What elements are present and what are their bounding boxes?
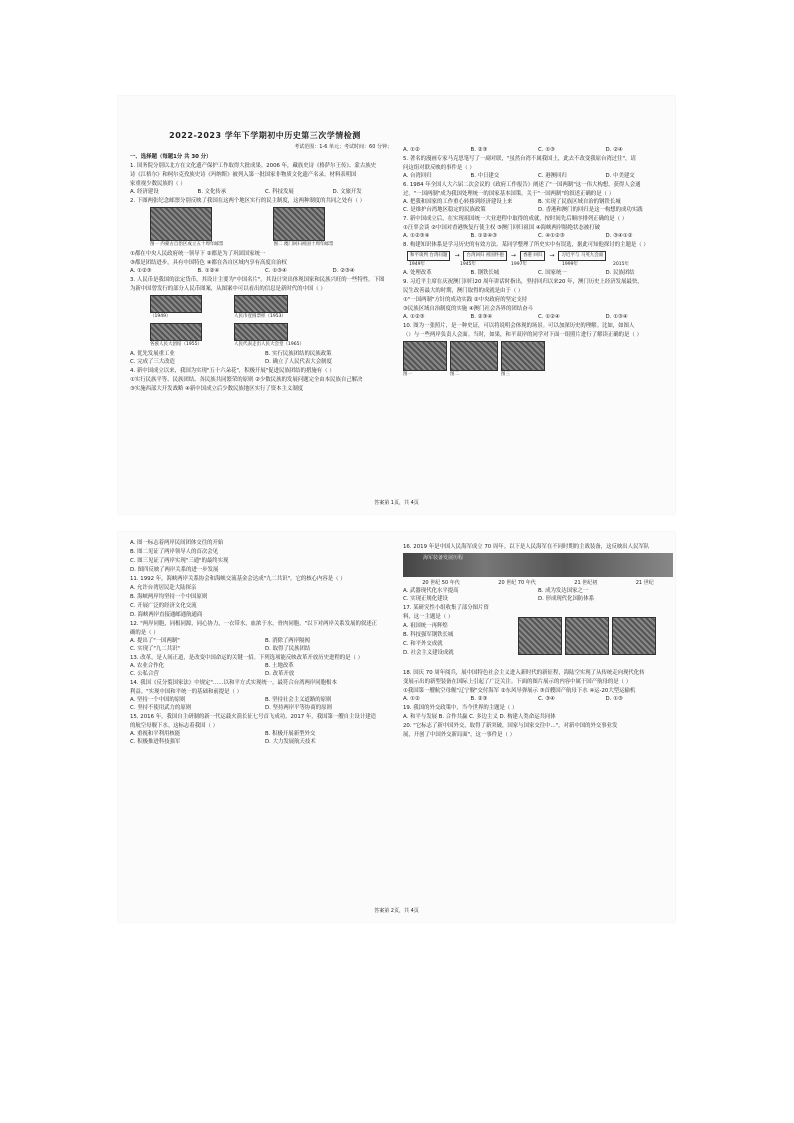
option: B. 钢铁长城	[470, 270, 500, 276]
question-14-options	[130, 696, 400, 712]
question-6: 6. 1984 年全国人大六届二次会议的《政府工作报告》阐述了"一国两制"这一伟大构想，获得人会通	[403, 182, 641, 188]
question-9-options	[403, 313, 673, 321]
question-6-options	[403, 198, 673, 214]
stamp-figure-1	[150, 207, 223, 249]
option: B. 实行民族团结的民族政策	[265, 351, 332, 357]
option: C. ①②④	[538, 314, 560, 320]
option: C. 和平外交成就	[403, 641, 443, 647]
statement: ①"一国两制"方针的成功实践 ②中央政府的坚定支持	[403, 297, 528, 303]
option: A. 武器现代化水平提高	[403, 588, 459, 594]
question-20-cont: 展，开创了中国外交新局面"，这一事件是（ ）	[403, 732, 516, 738]
photo-image	[518, 617, 562, 655]
question-5: 5. 著名的漫画专家马克思笔写了一副对联，"虽然台湾不属我国土，此去不改变我原台湾过往"，请	[403, 156, 636, 162]
option: C. 是维护台湾地区稳定的民族政策	[403, 207, 486, 213]
exam-sheet-page-1	[118, 96, 675, 514]
question-15: 15. 2016 年，我国自主研制的新一代运载火箭长征七号首飞成功。2017 年，我国第一艘自主设计建造	[130, 714, 376, 720]
question-16-options	[403, 587, 673, 603]
statement: ①实行民族平等、民族团结、各民族共同繁荣的原则 ②少数民族的发展问题完全由本民族自己解决	[130, 377, 363, 383]
banner-title: 海军装备发展历程	[423, 555, 464, 561]
banknote-image	[150, 295, 202, 313]
option: C. ①③④	[265, 268, 287, 274]
caption: 图一	[403, 372, 412, 377]
question-10-photos	[403, 341, 673, 379]
option: B. 土地改革	[265, 663, 294, 669]
era-label: 21 世纪	[635, 580, 654, 586]
banknote-row-2	[150, 323, 400, 349]
option: D. 改革开放	[265, 671, 295, 677]
option: A. ①②	[403, 696, 420, 702]
option: C. ①③	[538, 147, 555, 153]
era-labels	[403, 579, 673, 587]
photo-image	[501, 341, 545, 371]
question-1-cont2: 家重视少数民族的（ ）	[130, 181, 186, 187]
question-7-options	[403, 232, 673, 240]
photo-image	[612, 617, 656, 655]
option: B. 图二见证了两岸领导人的首次会见	[130, 549, 218, 555]
navy-equipment-banner	[403, 553, 673, 577]
option: B. 文化传承	[197, 189, 227, 195]
banknote-image	[150, 323, 202, 341]
year-label: 1997年	[511, 262, 527, 267]
option: C. 图三见证了两岸实现"三通"的最终实现	[130, 558, 229, 564]
option: A. ①②③	[403, 314, 425, 320]
option: D. 民族团结	[605, 270, 635, 276]
option: A. 优先发展重工业	[130, 351, 175, 357]
section-heading: 一、选择题（每题1分 共 30 分）	[130, 154, 212, 160]
question-15-options	[130, 730, 400, 746]
option: B. 海峡两岸均坚持一个中国原则	[130, 594, 208, 600]
option: A. 台湾回归	[403, 173, 432, 179]
option: D. 海峡两岸直接通邮通航通商	[130, 612, 203, 618]
question-13: 13. 改革，是人间正道，是改变中国命运的关键一招。下列选项能反映改革开放历史进程的是（ ）	[130, 655, 364, 661]
option: B. ②③④	[470, 314, 493, 320]
caption: 图三	[501, 372, 510, 377]
question-12: 12. "两岸同胞，同根同源，同心协力，一衣带水，血浓于水，骨肉同胞。"以下对两岸关系发展的叙述正	[130, 621, 378, 627]
era-label: 20 世纪 50 年代	[422, 580, 460, 586]
question-10-cont: （）与一些两岸负责人会面。当时，如果，和平双岸的同学对下面一组照片进行了解读正确的是（ ）	[403, 332, 642, 338]
question-9: 9. 习近平主席在庆祝澳门回归20 周年讲话时指出，坚持回归以来20 年，澳门历史上经济发展最快，	[403, 279, 643, 285]
option: B. 科技强军钢铁长城	[403, 632, 454, 638]
statement: ①我国第一艘航空母舰"辽宁舰"交付海军 ②东风导弹展示 ③首艘国产航母下水 ④运-20大型运输机	[403, 688, 636, 694]
option: A. 农业合作化	[130, 663, 164, 669]
caption: 各族人民大团结（1955）	[150, 342, 202, 347]
photo-image	[565, 617, 609, 655]
question-2-images	[150, 207, 400, 249]
year-label: 2015年	[613, 262, 629, 267]
timeline-box: 习近平与 马英九会面	[558, 251, 606, 261]
question-19: 19. 我国的外交政策中，当今世界的主题是（ ）	[403, 705, 518, 711]
question-1-cont: 诗《江格尔》和柯尔克孜族史诗《玛纳斯》被列入第一批国家非物质文化遗产名录。材料表明国	[130, 172, 357, 178]
timeline-box: 香港 回归	[520, 251, 545, 261]
option: A. 提出了"一国两制"	[130, 638, 180, 644]
caption: （1949）	[150, 314, 171, 319]
option: D. ②④	[605, 147, 623, 153]
question-20: 20. "它标志了新中国外交，取得了新突破，国家与国家交往中..."，对新中国的外交事业发	[403, 723, 618, 729]
option: C. ③④	[538, 696, 555, 702]
arrow-right-icon: →	[454, 252, 460, 259]
photo-figure	[403, 341, 447, 379]
question-17-cont: 料，这一主题是（ ）	[403, 614, 454, 620]
era-label: 21 世纪初	[574, 580, 598, 586]
caption: 图二	[450, 372, 459, 377]
option: A. 图一标志着两岸民间团体交往的开始	[130, 540, 224, 546]
option: D. 形成现代化国防体系	[538, 596, 595, 602]
option: C. 完成了三大改造	[130, 359, 175, 365]
question-8-options	[403, 269, 673, 277]
timeline-box: 和平谈判 台湾问题	[407, 251, 450, 261]
question-4: 4. 新中国成立以来，我国为实现"五十六朵花"，积极开展"促进民族团结的措施有（ ）	[130, 368, 335, 374]
option: C. 实现了"九二共识"	[130, 646, 180, 652]
option: D. 文旅开发	[332, 189, 362, 195]
option: A. 重视和平利用核能	[130, 731, 181, 737]
exam-info: 考试范围：1-6 单元；考试时间：60 分钟；	[294, 144, 392, 150]
question-16: 16. 2019 年是中国人民海军成立 70 周年。以下是人民海军在不同时期的主战装备，这反映出人民军队	[403, 544, 650, 550]
arrow-right-icon: →	[510, 252, 516, 259]
banknote-figure	[150, 323, 202, 349]
option: A. 允许台湾居民赴大陆探亲	[130, 585, 197, 591]
option: D. ③④①②	[605, 233, 633, 239]
question-13-options	[130, 662, 400, 678]
question-10: 10. 图为一张照片，是一种史证，可以将说明会体现的场景。可以加深历史的理解。比如，如图人	[403, 323, 635, 329]
statement: A. 和平与发展 B. 合作共赢 C. 多边主义 D. 构建人类命运共同体	[403, 714, 556, 720]
question-2: 2. 下图两张纪念邮票分别反映了我国在这两个地区实行的民主制度，这两种制度的共同之处有（ ）	[130, 198, 365, 204]
option: C. 坚持不使用武力的原则	[130, 705, 192, 711]
option: D. 确立了人民代表大会制度	[265, 359, 332, 365]
banknote-image	[234, 295, 288, 313]
banknote-image	[234, 323, 288, 341]
option: A. 祖国统一再辉煌	[403, 623, 448, 629]
option: A. 坚持一个中国的原则	[130, 697, 186, 703]
right-column	[403, 532, 673, 922]
option: A. ①②③④	[403, 233, 430, 239]
timeline-years	[409, 261, 629, 269]
question-18: 18. 国庆 70 周年阅兵，展中国特色社会主义进入新时代的新征程，海陆空实现了从传统走向现代化转	[403, 670, 645, 676]
option: C. 科技发展	[265, 189, 294, 195]
option: B. ②③	[470, 696, 488, 702]
option: C. ④①②③	[538, 233, 565, 239]
question-6-cont: 过。"一国两制"成为我国处理统一的国家基本国策。关于"一国两制"的叙述正确的是（ ）	[403, 191, 615, 197]
question-15-cont: 的航空母舰下水。这标志着我国（ ）	[130, 723, 218, 729]
era-label: 20 世纪 70 年代	[498, 580, 536, 586]
option: B. 积极开展新型外交	[265, 731, 316, 737]
question-12-options	[130, 637, 400, 653]
option: D. 香港和澳门的回归是这一构想的成功实践	[538, 207, 643, 213]
year-label: 1945年	[460, 262, 476, 267]
option: D. 图四反映了两岸关系的进一步发展	[130, 567, 219, 573]
statement: ③实施西部大开发战略 ④新中国成立后少数民族地区实行了资本主义制度	[130, 386, 304, 392]
question-7: 7. 新中国成立后，在实现祖国统一大业进程中取得的成就，按时间先后顺序排列正确的是（ ）	[403, 216, 628, 222]
question-11: 11. 1992 年，海峡两岸关系协会和海峡交流基金会达成"九二共识"。它的核心内容是（ ）	[130, 576, 346, 582]
question-3: 3. 人民币是我国的法定货币，其设计主要为"中国名片"。其设计突出体现国家和民族兴旺的一些特性。下图	[130, 277, 385, 283]
question-3-options	[130, 350, 400, 366]
page-footer: 答案第 2页，共 4页	[374, 908, 419, 914]
exam-sheet-page-2	[118, 532, 675, 922]
year-label: 1949年	[409, 262, 425, 267]
option: C. 港澳回归	[538, 173, 567, 179]
option: C. 开展广泛的经济文化交流	[130, 603, 197, 609]
option: A. 经济建设	[130, 189, 159, 195]
option: B. 中日建交	[470, 173, 500, 179]
right-column	[403, 96, 673, 514]
question-9-cont: 民生改善最大的时期，澳门取得的成就是由于（ ）	[403, 288, 524, 294]
option: B. ①②④	[197, 268, 220, 274]
option: C. 国家统一	[538, 270, 567, 276]
option: D. 社会主义建设成就	[403, 650, 454, 656]
page-footer: 答案第 1页，共 4页	[374, 500, 419, 506]
option: D. 坚持两岸平等协商的原则	[265, 705, 332, 711]
question-5-options	[403, 172, 673, 180]
question-8: 8. 构建知识体系是学习历史的有效方法。某同学整理了所史实中有误选，据此可知他探讨的主题是（ ）	[403, 242, 649, 248]
statement: ③民族区域自治制度的实施 ④澳门社会各界的团结奋斗	[403, 306, 533, 312]
caption: 图二 澳门回归祖国十周年邮票	[273, 242, 334, 247]
photo-image	[450, 341, 498, 371]
option: B. 坚持社会主义道路的原则	[265, 697, 332, 703]
banknote-row-1	[150, 295, 400, 321]
exam-title: 2022-2023 学年下学期初中历史第三次学情检测	[169, 131, 361, 140]
option: D. ①③④	[605, 314, 628, 320]
timeline-box: 台湾回归 祖国怀抱	[463, 251, 506, 261]
option: D. ①③	[605, 696, 623, 702]
photo-figure	[450, 341, 498, 379]
option: B. 消除了两岸隔阂	[265, 638, 310, 644]
question-1-options	[130, 188, 400, 196]
option: A. ①②	[403, 147, 420, 153]
question-12-cont: 确的是（ ）	[130, 630, 159, 636]
banknote-figure	[150, 295, 202, 321]
option: C. 实现正规化建设	[403, 596, 448, 602]
stamp-figure-2	[273, 207, 333, 249]
photo-figure	[501, 341, 545, 379]
option: C. 积极推进科技强军	[130, 739, 181, 745]
question-1: 1. 国务院分别以北方在文化遗产保护工作取得大批成果。2006 年，藏族史诗《格萨尔王传》、蒙古族史	[130, 163, 376, 169]
option: B. ①②④③	[470, 233, 497, 239]
question-17-options	[403, 622, 513, 657]
option: B. 实现了民族区域自治的钢铁长城	[538, 199, 621, 205]
arrow-right-icon: →	[549, 252, 555, 259]
statement: ①汪辜会谈 ②中国对香港恢复行使主权 ③澳门回归祖国 ④海峡两岸隔绝状态被打破	[403, 225, 600, 231]
question-18-options	[403, 695, 673, 703]
option: A. 把我和国家的工作重心转移到经济建设上来	[403, 199, 513, 205]
question-17-photos	[518, 617, 673, 655]
option: D. 取得了民族团结	[265, 646, 311, 652]
option: B. ②③	[470, 147, 488, 153]
statement: ①都在中央人民政府统一领导下 ②都是为了巩固国家统一	[130, 251, 266, 257]
timeline-diagram	[407, 251, 673, 261]
option: B. 成为发达国家之一	[538, 588, 589, 594]
left-column	[130, 96, 400, 514]
caption: 人民币壹圆票样（1953）	[234, 314, 286, 319]
year-label: 1999年	[562, 262, 578, 267]
option: D. ②③④	[332, 268, 355, 274]
stamp-image	[273, 207, 325, 241]
left-column	[130, 532, 400, 922]
question-14: 14. 我国《反分裂国家法》中规定"……以和平方式实现统一，最符合台湾两岸同胞根本	[130, 680, 337, 686]
option: A. 处理改革	[403, 270, 432, 276]
option: C. 公私合营	[130, 671, 159, 677]
question-2-options	[130, 267, 400, 275]
banknote-figure	[234, 323, 304, 349]
caption: 人民代表走出人民大会堂（1965）	[234, 342, 304, 347]
stamp-image	[150, 207, 212, 241]
option: D. 大力发展航天技术	[265, 739, 316, 745]
question-5-cont: 问这组对联反映的事件是（ ）	[403, 165, 475, 171]
question-4-options	[403, 146, 673, 154]
caption: 图一 内蒙古自治区成立五十周年邮票	[150, 242, 224, 247]
photo-image	[403, 341, 447, 371]
question-17: 17. 某研究性小组收集了部分图片资	[403, 605, 489, 611]
question-3-cont: 为新中国曾发行的部分人民币图案，从图案中可以看出的信息是新时代的中国（ ）	[130, 286, 326, 292]
question-18-cont: 变展示出的新型装备在国际上引起了广泛关注。下面的图片展示的内容中属于国产航母的是（ ）	[403, 679, 632, 685]
option: A. ①②③	[130, 268, 152, 274]
statement: ③都是团结进步，具有中国特色 ④都在各自区域内享有高度自治权	[130, 260, 287, 266]
question-14-cont: 利益。"实现中国和平统一的基础和前提是（ ）	[130, 689, 243, 695]
option: D. 中美建交	[605, 173, 635, 179]
banknote-figure	[234, 295, 288, 321]
